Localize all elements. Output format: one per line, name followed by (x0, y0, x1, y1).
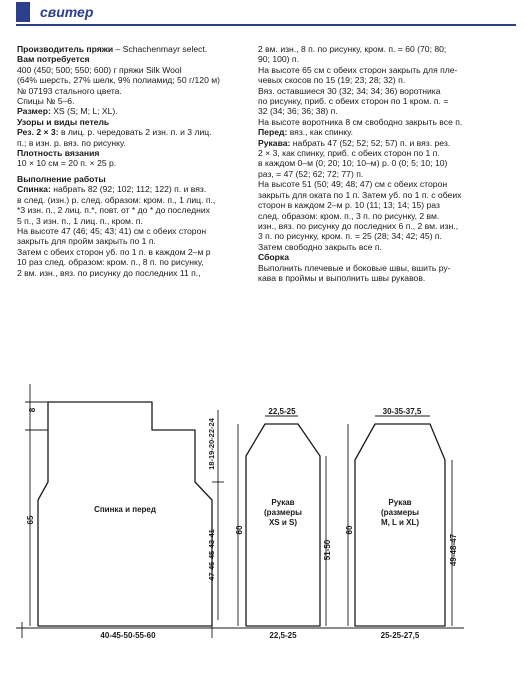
sleeve-line: сторон в каждом 2–м р. 10 (11; 13; 14; 15) раз (258, 200, 440, 211)
sleeve-line: изн., вяз. по рисунку до последних 6 п., 2 вм. изн., (258, 220, 459, 231)
sleeve-label: Рукава: (258, 137, 291, 148)
assembly-heading: Сборка (258, 252, 289, 263)
sleeve-line: Затем свободно закрыть все п. (258, 241, 382, 252)
back-line: по рисунку, приб. с обеих сторон по 1 кром. п. = (258, 96, 449, 107)
back-line: набрать 82 (92; 102; 112; 122) п. и вяз. (50, 184, 207, 195)
back-line: 32 (34; 36; 36; 38) п. (258, 106, 338, 117)
back-line: Вяз. оставшиеся 30 (32; 34; 34; 36) воротника (258, 85, 441, 96)
materials-line: Спицы № 5–6. (17, 96, 75, 107)
back-line: 2 вм. изн., вяз. по рисунку до последних 11 п., (17, 267, 201, 278)
rib-label: Рез. 2 × 3: (17, 127, 59, 138)
sleeve-xs-s-seam-dimension: 51-50 (323, 539, 332, 561)
back-line: На высоте воротника 8 см свободно закрыть все п. (258, 116, 463, 127)
back-line: На высоте 47 (46; 45; 43; 41) см с обеих сторон (17, 225, 207, 236)
sleeve-line: след. образом: кром. п., 3 п. по рисунку, 2 вм. (258, 210, 440, 221)
sleeve-m-l-xl-bottom-dimension: 25-25-27,5 (380, 631, 420, 640)
back-line: 90; 100) п. (258, 54, 299, 65)
sleeve-line: закрыть для оката по 1 п. Затем уб. по 1 п. с обеих (258, 189, 462, 200)
page-title: свитер (40, 4, 94, 20)
body-outline (38, 402, 212, 626)
materials-line: (64% шерсть, 27% шелк, 9% полиамид; 50 г/120 м) (17, 75, 221, 86)
gauge-value: 10 × 10 см = 20 п. × 25 р. (17, 158, 117, 169)
back-line: чевых скосов по 15 (19; 23; 28; 32) п. (258, 75, 406, 86)
materials-line: 400 (450; 500; 550; 600) г пряжи Silk Wool (17, 64, 182, 75)
sleeve-xs-s-height-dimension: 60 (235, 525, 244, 535)
armhole-dimension: 18-19-20-22-24 (207, 418, 216, 470)
page-bottom (0, 650, 526, 699)
left-column (17, 44, 249, 278)
back-line: закрыть для пройм закрыть по 1 п. (17, 236, 156, 247)
sleeve-xs-s-label: (размеры (264, 508, 302, 517)
header-marker (16, 2, 30, 22)
materials-line: № 07193 стального цвета. (17, 85, 122, 96)
front-value: вяз., как спинку. (287, 127, 353, 138)
yarn-maker-label: Производитель пряжи (17, 44, 114, 54)
sleeve-xs-s-label: Рукав (271, 498, 295, 507)
sleeve-line: 2 × 3, как спинку, приб. с обеих сторон по 1 п. (258, 148, 440, 159)
sleeve-xs-s-top-dimension: 22,5-25 (268, 407, 296, 416)
width-dimension: 40-45-50-55-60 (100, 631, 156, 640)
yarn-maker-paragraph (17, 44, 249, 54)
back-line: в след. (изн.) р. след. образом: кром. п., 1 лиц. п., (17, 194, 216, 205)
right-column (258, 44, 510, 283)
collar-dimension: 8 (28, 407, 37, 413)
sleeve-m-l-xl-label: Рукав (388, 498, 412, 507)
sleeve-m-l-xl-seam-dimension: 49-48-47 (449, 533, 458, 567)
rib-paragraph (17, 127, 249, 137)
front-label: Перед: (258, 127, 288, 138)
size-label: Размер: (17, 106, 51, 117)
back-line: 10 раз след. образом: кром. п., 8 п. по рисунку, (17, 257, 204, 268)
back-line: Затем с обеих сторон уб. по 1 п. в каждом 2–м р (17, 246, 211, 257)
header-bar (16, 2, 516, 26)
sleeve-line: набрать 47 (52; 52; 52; 57) п. и вяз. рез. (290, 137, 451, 148)
height-dimension: 65 (26, 515, 35, 525)
sleeve-m-l-xl-top-dimension: 30-35-37,5 (382, 407, 422, 416)
sleeve-paragraph (258, 138, 510, 148)
sleeve-line: в каждом 0–м (0; 20; 10; 10–м) р. 0 (0; 5; 10; 10) (258, 158, 448, 169)
sleeve-xs-s-bottom-dimension: 22,5-25 (269, 631, 297, 640)
size-paragraph (17, 106, 249, 116)
assembly-line: Выполнить плечевые и боковые швы, вшить ру- (258, 262, 451, 273)
instructions-heading: Выполнение работы (17, 173, 106, 184)
side-dimension: 47-46-45-43-41 (207, 529, 216, 581)
back-line: 2 вм. изн., 8 п. по рисунку, кром. п. = 60 (70; 80; (258, 44, 447, 54)
yarn-maker-value: – Schachenmayr select. (113, 44, 208, 54)
sleeve-m-l-xl-label: (размеры (381, 508, 419, 517)
sleeve-xs-s-label: XS и S) (268, 518, 298, 527)
assembly-line: кава в проймы и выполнить швы рукавов. (258, 272, 426, 283)
sleeve-m-l-xl-height-dimension: 60 (345, 525, 354, 535)
sleeve-line: раз, = 47 (52; 62; 72; 77) п. (258, 168, 364, 179)
pattern-schematics (0, 370, 526, 650)
sleeve-line: 3 п. по рисунку, кром. п. = 25 (28; 34; 42; 45) п. (258, 231, 442, 242)
back-line: 5 п., 3 изн. п., 1 лиц. п., кром. п. (17, 215, 143, 226)
rib-line: п.; в изн. р. вяз. по рисунку. (17, 137, 126, 148)
body-label: Спинка и перед (94, 505, 156, 514)
back-line: *3 изн. п., 2 лиц. п.*, повт. от * до * до последних (17, 205, 210, 216)
back-line: На высоте 65 см с обеих сторон закрыть для пле- (258, 64, 458, 75)
front-paragraph (258, 127, 510, 137)
sleeve-line: На высоте 51 (50; 49; 48; 47) см с обеих сторон (258, 179, 448, 190)
rib-line: в лиц. р. чередовать 2 изн. п. и 3 лиц. (58, 127, 212, 138)
gauge-heading: Плотность вязания (17, 148, 100, 159)
patterns-heading: Узоры и виды петель (17, 116, 110, 127)
size-value: XS (S; M; L; XL). (50, 106, 118, 117)
materials-heading: Вам потребуется (17, 54, 90, 65)
back-label: Спинка: (17, 184, 51, 195)
back-paragraph (17, 184, 249, 194)
sleeve-m-l-xl-label: M, L и XL) (380, 518, 420, 527)
